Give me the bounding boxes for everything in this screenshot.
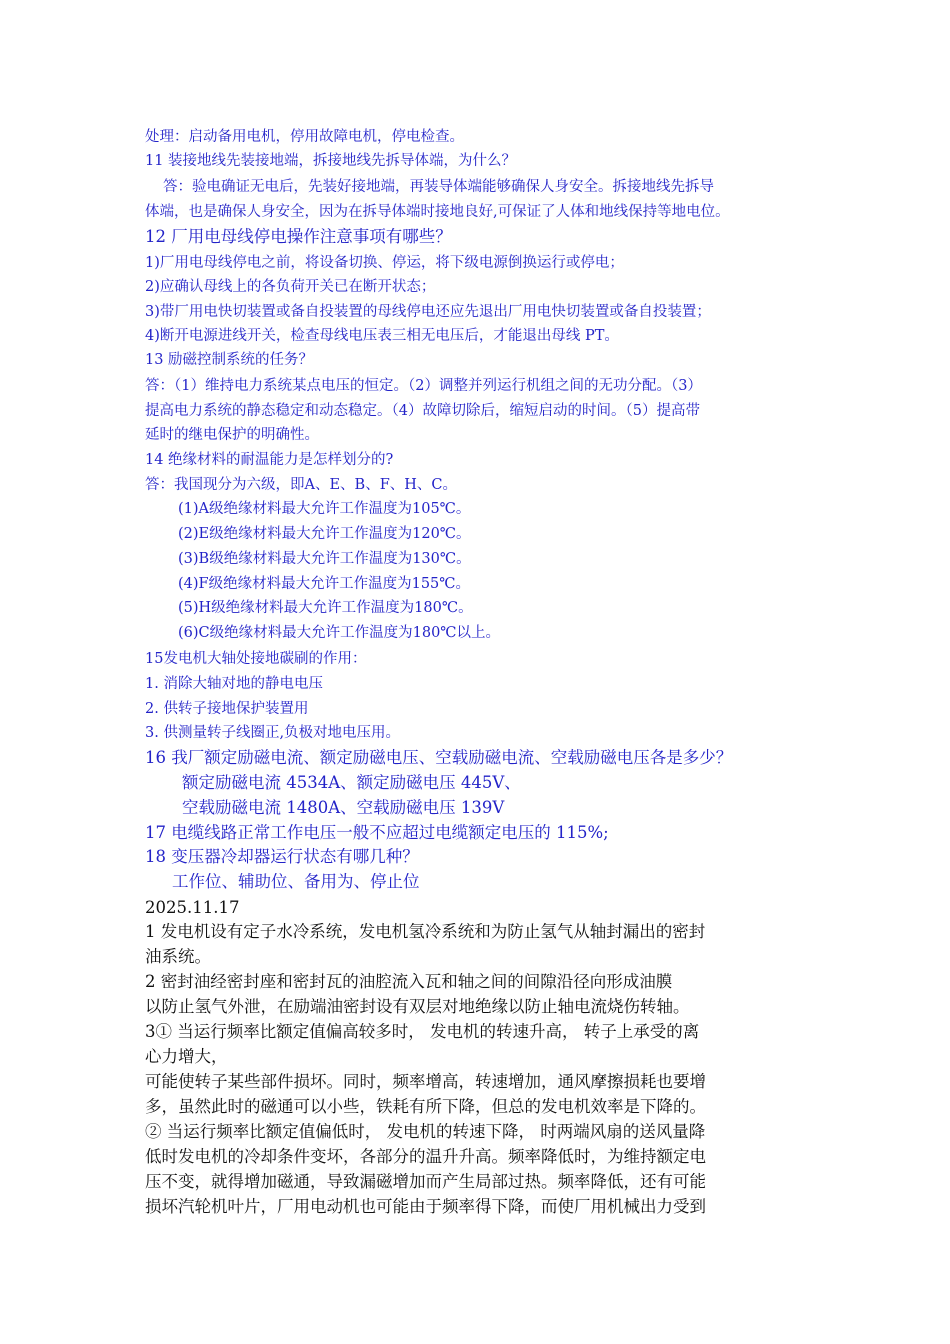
text-line: 答：我国现分为六级，即A、E、B、F、H、C。 <box>145 477 458 493</box>
text-line: 4)断开电源进线开关，检查母线电压表三相无电压后，才能退出母线 PT。 <box>145 328 619 344</box>
question-heading: 11 装接地线先装接地端，拆接地线先拆导体端，为什么？ <box>145 153 517 169</box>
text-line: 2)应确认母线上的各负荷开关已在断开状态； <box>145 279 436 295</box>
list-item: (4)F级绝缘材料最大允许工作温度为155℃。 <box>178 576 470 592</box>
text-line: 油系统。 <box>145 947 211 966</box>
list-item: (3)B级绝缘材料最大允许工作温度为130℃。 <box>178 551 471 567</box>
text-line: 多，虽然此时的磁通可以小些，铁耗有所下降，但总的发电机效率是下降的。 <box>145 1097 706 1116</box>
text-line: 1 发电机设有定子水冷系统，发电机氢冷系统和为防止氢气从轴封漏出的密封 <box>145 922 706 941</box>
text-line: 空载励磁电流 1480A、空载励磁电压 139V <box>182 798 505 817</box>
question-heading: 12 厂用电母线停电操作注意事项有哪些？ <box>145 227 452 246</box>
question-heading: 16 我厂额定励磁电流、额定励磁电压、空载励磁电流、空载励磁电压各是多少？ <box>145 748 733 767</box>
list-item: 2. 供转子接地保护装置用 <box>145 701 309 717</box>
text-line: 延时的继电保护的明确性。 <box>145 427 319 443</box>
question-heading: 17 电缆线路正常工作电压一般不应超过电缆额定电压的 115%; <box>145 823 609 842</box>
text-line: 处理：启动备用电机，停用故障电机，停电检查。 <box>145 129 464 145</box>
text-line: 可能使转子某些部件损坏。同时，频率增高，转速增加，通风摩擦损耗也要增 <box>145 1072 706 1091</box>
text-line: 2 密封油经密封座和密封瓦的油腔流入瓦和轴之间的间隙沿径向形成油膜 <box>145 972 673 991</box>
question-heading: 14 绝缘材料的耐温能力是怎样划分的? <box>145 452 394 468</box>
list-item: (6)C级绝缘材料最大允许工作温度为180℃以上。 <box>178 625 501 641</box>
text-line: 损坏汽轮机叶片，厂用电动机也可能由于频率得下降，而使厂用机械出力受到 <box>145 1197 706 1216</box>
text-line: 提高电力系统的静态稳定和动态稳定。（4）故障切除后，缩短启动的时间。（5）提高带 <box>145 403 700 419</box>
text-line: 低时发电机的冷却条件变坏，各部分的温升升高。频率降低时，为维持额定电 <box>145 1147 706 1166</box>
question-heading: 18 变压器冷却器运行状态有哪几种？ <box>145 847 419 866</box>
text-line: 心力增大， <box>145 1047 228 1066</box>
text-line: 答：验电确证无电后，先装好接地端，再装导体端能够确保人身安全。拆接地线先拆导 <box>163 179 714 195</box>
question-heading: 15发电机大轴处接地碳刷的作用： <box>145 651 367 667</box>
list-item: (1)A级绝缘材料最大允许工作温度为105℃。 <box>178 501 471 517</box>
text-line: 工作位、辅助位、备用为、停止位 <box>172 872 420 891</box>
text-line: 1)厂用电母线停电之前，将设备切换、停运，将下级电源倒换运行或停电； <box>145 255 624 271</box>
question-heading: 13 励磁控制系统的任务？ <box>145 352 314 368</box>
text-line: 体端，也是确保人身安全，因为在拆导体端时接地良好,可保证了人体和地线保持等地电位。 <box>145 204 730 220</box>
text-line: 压不变，就得增加磁通，导致漏磁增加而产生局部过热。频率降低，还有可能 <box>145 1172 706 1191</box>
list-item: 1. 消除大轴对地的静电电压 <box>145 676 323 692</box>
text-line: 3)带厂用电快切装置或备自投装置的母线停电还应先退出厂用电快切装置或备自投装置； <box>145 304 711 320</box>
text-line: 答：（1）维持电力系统某点电压的恒定。（2）调整并列运行机组之间的无功分配。（3） <box>145 378 702 394</box>
text-line: 额定励磁电流 4534A、额定励磁电压 445V、 <box>182 773 521 792</box>
text-line: 3① 当运行频率比额定值偏高较多时， 发电机的转速升高， 转子上承受的离 <box>145 1022 700 1041</box>
list-item: (2)E级绝缘材料最大允许工作温度为120℃。 <box>178 526 471 542</box>
date-heading: 2025.11.17 <box>145 898 240 917</box>
list-item: (5)H级绝缘材料最大允许工作温度为180℃。 <box>178 600 473 616</box>
text-line: ② 当运行频率比额定值偏低时， 发电机的转速下降， 时两端风扇的送风量降 <box>145 1122 706 1141</box>
list-item: 3. 供测量转子线圈正,负极对地电压用。 <box>145 725 401 741</box>
text-line: 以防止氢气外泄，在励端油密封设有双层对地绝缘以防止轴电流烧伤转轴。 <box>145 997 690 1016</box>
